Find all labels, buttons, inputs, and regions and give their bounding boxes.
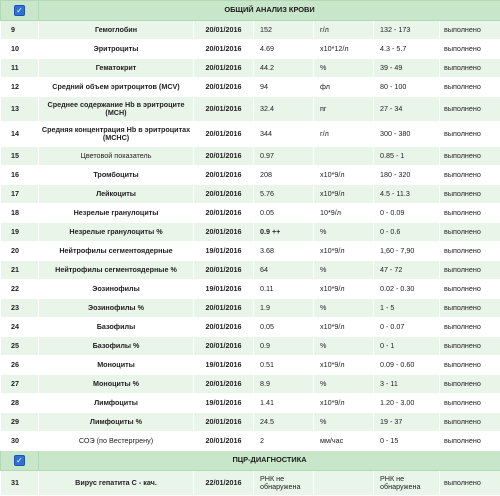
test-date: 20/01/2016 (194, 21, 254, 40)
status-text: выполнено (440, 78, 500, 97)
reference-range: РНК не обнаружена (374, 471, 440, 496)
test-date: 19/01/2016 (194, 280, 254, 299)
test-name: Среднее содержание Hb в эритроците (MCH) (39, 97, 194, 122)
row-number: 17 (1, 185, 39, 204)
test-date: 19/01/2016 (194, 394, 254, 413)
table-row (1, 166, 500, 185)
test-date: 20/01/2016 (194, 122, 254, 147)
table-row (1, 185, 500, 204)
table-row (1, 375, 500, 394)
status-text: выполнено (440, 223, 500, 242)
test-unit (314, 471, 374, 496)
test-unit: % (314, 337, 374, 356)
row-number: 16 (1, 166, 39, 185)
reference-range: 0 - 1 (374, 337, 440, 356)
status-text: выполнено (440, 21, 500, 40)
test-unit: х10*9/л (314, 242, 374, 261)
test-unit: х10*9/л (314, 394, 374, 413)
table-row (1, 299, 500, 318)
test-value: РНК не обнаружена (254, 471, 314, 496)
test-name: Эозинофилы % (39, 299, 194, 318)
row-number: 11 (1, 59, 39, 78)
status-text: выполнено (440, 413, 500, 432)
test-date: 20/01/2016 (194, 40, 254, 59)
test-value: 64 (254, 261, 314, 280)
table-row (1, 223, 500, 242)
test-unit: 10*9/л (314, 204, 374, 223)
test-date: 20/01/2016 (194, 223, 254, 242)
test-date: 20/01/2016 (194, 299, 254, 318)
test-name: Гематокрит (39, 59, 194, 78)
test-name: Эритроциты (39, 40, 194, 59)
test-value: 152 (254, 21, 314, 40)
status-text: выполнено (440, 122, 500, 147)
test-value: 32.4 (254, 97, 314, 122)
test-date: 20/01/2016 (194, 375, 254, 394)
row-number: 23 (1, 299, 39, 318)
test-value: 2 (254, 432, 314, 451)
reference-range: 3 - 11 (374, 375, 440, 394)
test-value: 208 (254, 166, 314, 185)
status-text: выполнено (440, 394, 500, 413)
test-unit: % (314, 223, 374, 242)
test-value: 24.5 (254, 413, 314, 432)
test-unit: х10*12/л (314, 40, 374, 59)
test-name: Средний объем эритроцитов (MCV) (39, 78, 194, 97)
row-number: 20 (1, 242, 39, 261)
status-text: выполнено (440, 299, 500, 318)
table-row (1, 59, 500, 78)
test-unit: х10*9/л (314, 166, 374, 185)
row-number: 24 (1, 318, 39, 337)
reference-range: 0 - 15 (374, 432, 440, 451)
table-row (1, 471, 500, 496)
test-value: 3.68 (254, 242, 314, 261)
reference-range: 0 - 0.07 (374, 318, 440, 337)
test-name: Незрелые гранулоциты % (39, 223, 194, 242)
reference-range: 0.85 - 1 (374, 147, 440, 166)
test-name: Лимфоциты (39, 394, 194, 413)
test-date: 19/01/2016 (194, 356, 254, 375)
test-name: Средняя концентрация Hb в эритроцитах (MCHC) (39, 122, 194, 147)
test-value: 0.05 (254, 204, 314, 223)
reference-range: 0 - 0.6 (374, 223, 440, 242)
table-row (1, 204, 500, 223)
row-number: 10 (1, 40, 39, 59)
status-text: выполнено (440, 59, 500, 78)
test-value: 94 (254, 78, 314, 97)
test-value: 5.76 (254, 185, 314, 204)
test-date: 20/01/2016 (194, 204, 254, 223)
test-name: Нейтрофилы сегментоядерные (39, 242, 194, 261)
test-value: 0.97 (254, 147, 314, 166)
row-number: 14 (1, 122, 39, 147)
test-date: 20/01/2016 (194, 337, 254, 356)
test-name: Цветовой показатель (39, 147, 194, 166)
test-value: 1.41 (254, 394, 314, 413)
reference-range: 47 - 72 (374, 261, 440, 280)
status-text: выполнено (440, 185, 500, 204)
reference-range: 1.20 - 3.00 (374, 394, 440, 413)
status-text: выполнено (440, 40, 500, 59)
status-text: выполнено (440, 97, 500, 122)
table-row (1, 413, 500, 432)
table-row (1, 97, 500, 122)
table-row (1, 40, 500, 59)
table-row (1, 318, 500, 337)
reference-range: 80 - 100 (374, 78, 440, 97)
row-number: 15 (1, 147, 39, 166)
section-title: ОБЩИЙ АНАЛИЗ КРОВИ (39, 1, 500, 21)
test-name: Незрелые гранулоциты (39, 204, 194, 223)
reference-range: 0.09 - 0.60 (374, 356, 440, 375)
test-name: Базофилы (39, 318, 194, 337)
test-value: 8.9 (254, 375, 314, 394)
test-unit: % (314, 375, 374, 394)
test-unit: х10*9/л (314, 185, 374, 204)
test-value: 0.9 (254, 337, 314, 356)
test-date: 20/01/2016 (194, 185, 254, 204)
test-unit: х10*9/л (314, 280, 374, 299)
status-text: выполнено (440, 261, 500, 280)
table-row (1, 280, 500, 299)
test-name: Лимфоциты % (39, 413, 194, 432)
table-row (1, 147, 500, 166)
row-number: 19 (1, 223, 39, 242)
test-value: 44.2 (254, 59, 314, 78)
section-title: ПЦР-ДИАГНОСТИКА (39, 451, 500, 471)
test-unit: х10*9/л (314, 318, 374, 337)
table-row (1, 21, 500, 40)
table-row (1, 122, 500, 147)
row-number: 18 (1, 204, 39, 223)
row-number: 26 (1, 356, 39, 375)
row-number: 9 (1, 21, 39, 40)
reference-range: 4.5 - 11.3 (374, 185, 440, 204)
test-name: СОЭ (по Вестергрену) (39, 432, 194, 451)
test-date: 19/01/2016 (194, 242, 254, 261)
status-text: выполнено (440, 375, 500, 394)
test-name: Тромбоциты (39, 166, 194, 185)
row-number: 12 (1, 78, 39, 97)
test-unit: фл (314, 78, 374, 97)
reference-range: 1,60 - 7,90 (374, 242, 440, 261)
test-unit: % (314, 261, 374, 280)
row-number: 30 (1, 432, 39, 451)
reference-range: 1 - 5 (374, 299, 440, 318)
section-checkbox-cell (1, 451, 39, 471)
test-unit: г/л (314, 21, 374, 40)
test-name: Эозинофилы (39, 280, 194, 299)
table-row (1, 242, 500, 261)
test-name: Нейтрофилы сегментоядерные % (39, 261, 194, 280)
table-row (1, 394, 500, 413)
test-unit: мм/час (314, 432, 374, 451)
reference-range: 0.02 - 0.30 (374, 280, 440, 299)
test-value: 0.11 (254, 280, 314, 299)
test-date: 20/01/2016 (194, 318, 254, 337)
status-text: выполнено (440, 147, 500, 166)
test-name: Моноциты (39, 356, 194, 375)
test-name: Моноциты % (39, 375, 194, 394)
test-unit: % (314, 299, 374, 318)
status-text: выполнено (440, 242, 500, 261)
test-date: 20/01/2016 (194, 432, 254, 451)
status-text: выполнено (440, 356, 500, 375)
test-unit (314, 147, 374, 166)
test-name: Лейкоциты (39, 185, 194, 204)
table-row (1, 356, 500, 375)
test-date: 20/01/2016 (194, 97, 254, 122)
status-text: выполнено (440, 318, 500, 337)
reference-range: 19 - 37 (374, 413, 440, 432)
section-checkbox-cell (1, 1, 39, 21)
test-unit: % (314, 59, 374, 78)
test-unit: х10*9/л (314, 356, 374, 375)
status-text: выполнено (440, 432, 500, 451)
test-date: 20/01/2016 (194, 166, 254, 185)
test-date: 20/01/2016 (194, 78, 254, 97)
reference-range: 132 - 173 (374, 21, 440, 40)
test-unit: % (314, 413, 374, 432)
reference-range: 39 - 49 (374, 59, 440, 78)
status-text: выполнено (440, 204, 500, 223)
section-header (1, 451, 500, 471)
test-value: 0.51 (254, 356, 314, 375)
test-date: 20/01/2016 (194, 261, 254, 280)
reference-range: 27 - 34 (374, 97, 440, 122)
test-name: Гемоглобин (39, 21, 194, 40)
test-unit: пг (314, 97, 374, 122)
checkbox-checked-icon[interactable]: ✓ (14, 455, 25, 466)
row-number: 21 (1, 261, 39, 280)
test-value: 4.69 (254, 40, 314, 59)
test-date: 22/01/2016 (194, 471, 254, 496)
test-value: 0.9 ++ (254, 223, 314, 242)
test-unit: г/л (314, 122, 374, 147)
reference-range: 180 - 320 (374, 166, 440, 185)
test-date: 20/01/2016 (194, 147, 254, 166)
row-number: 25 (1, 337, 39, 356)
test-name: Базофилы % (39, 337, 194, 356)
row-number: 29 (1, 413, 39, 432)
row-number: 28 (1, 394, 39, 413)
test-value: 0.05 (254, 318, 314, 337)
status-text: выполнено (440, 166, 500, 185)
test-name: Вирус гепатита С - кач. (39, 471, 194, 496)
table-row (1, 78, 500, 97)
test-date: 20/01/2016 (194, 413, 254, 432)
table-row (1, 432, 500, 451)
section-header (1, 1, 500, 21)
test-date: 20/01/2016 (194, 59, 254, 78)
test-value: 344 (254, 122, 314, 147)
reference-range: 300 - 380 (374, 122, 440, 147)
table-row (1, 337, 500, 356)
row-number: 22 (1, 280, 39, 299)
row-number: 13 (1, 97, 39, 122)
status-text: выполнено (440, 280, 500, 299)
test-value: 1.9 (254, 299, 314, 318)
row-number: 31 (1, 471, 39, 496)
row-number: 27 (1, 375, 39, 394)
table-row (1, 261, 500, 280)
status-text: выполнено (440, 337, 500, 356)
status-text: выполнено (440, 471, 500, 496)
checkbox-checked-icon[interactable]: ✓ (14, 5, 25, 16)
reference-range: 4.3 - 5.7 (374, 40, 440, 59)
reference-range: 0 - 0.09 (374, 204, 440, 223)
